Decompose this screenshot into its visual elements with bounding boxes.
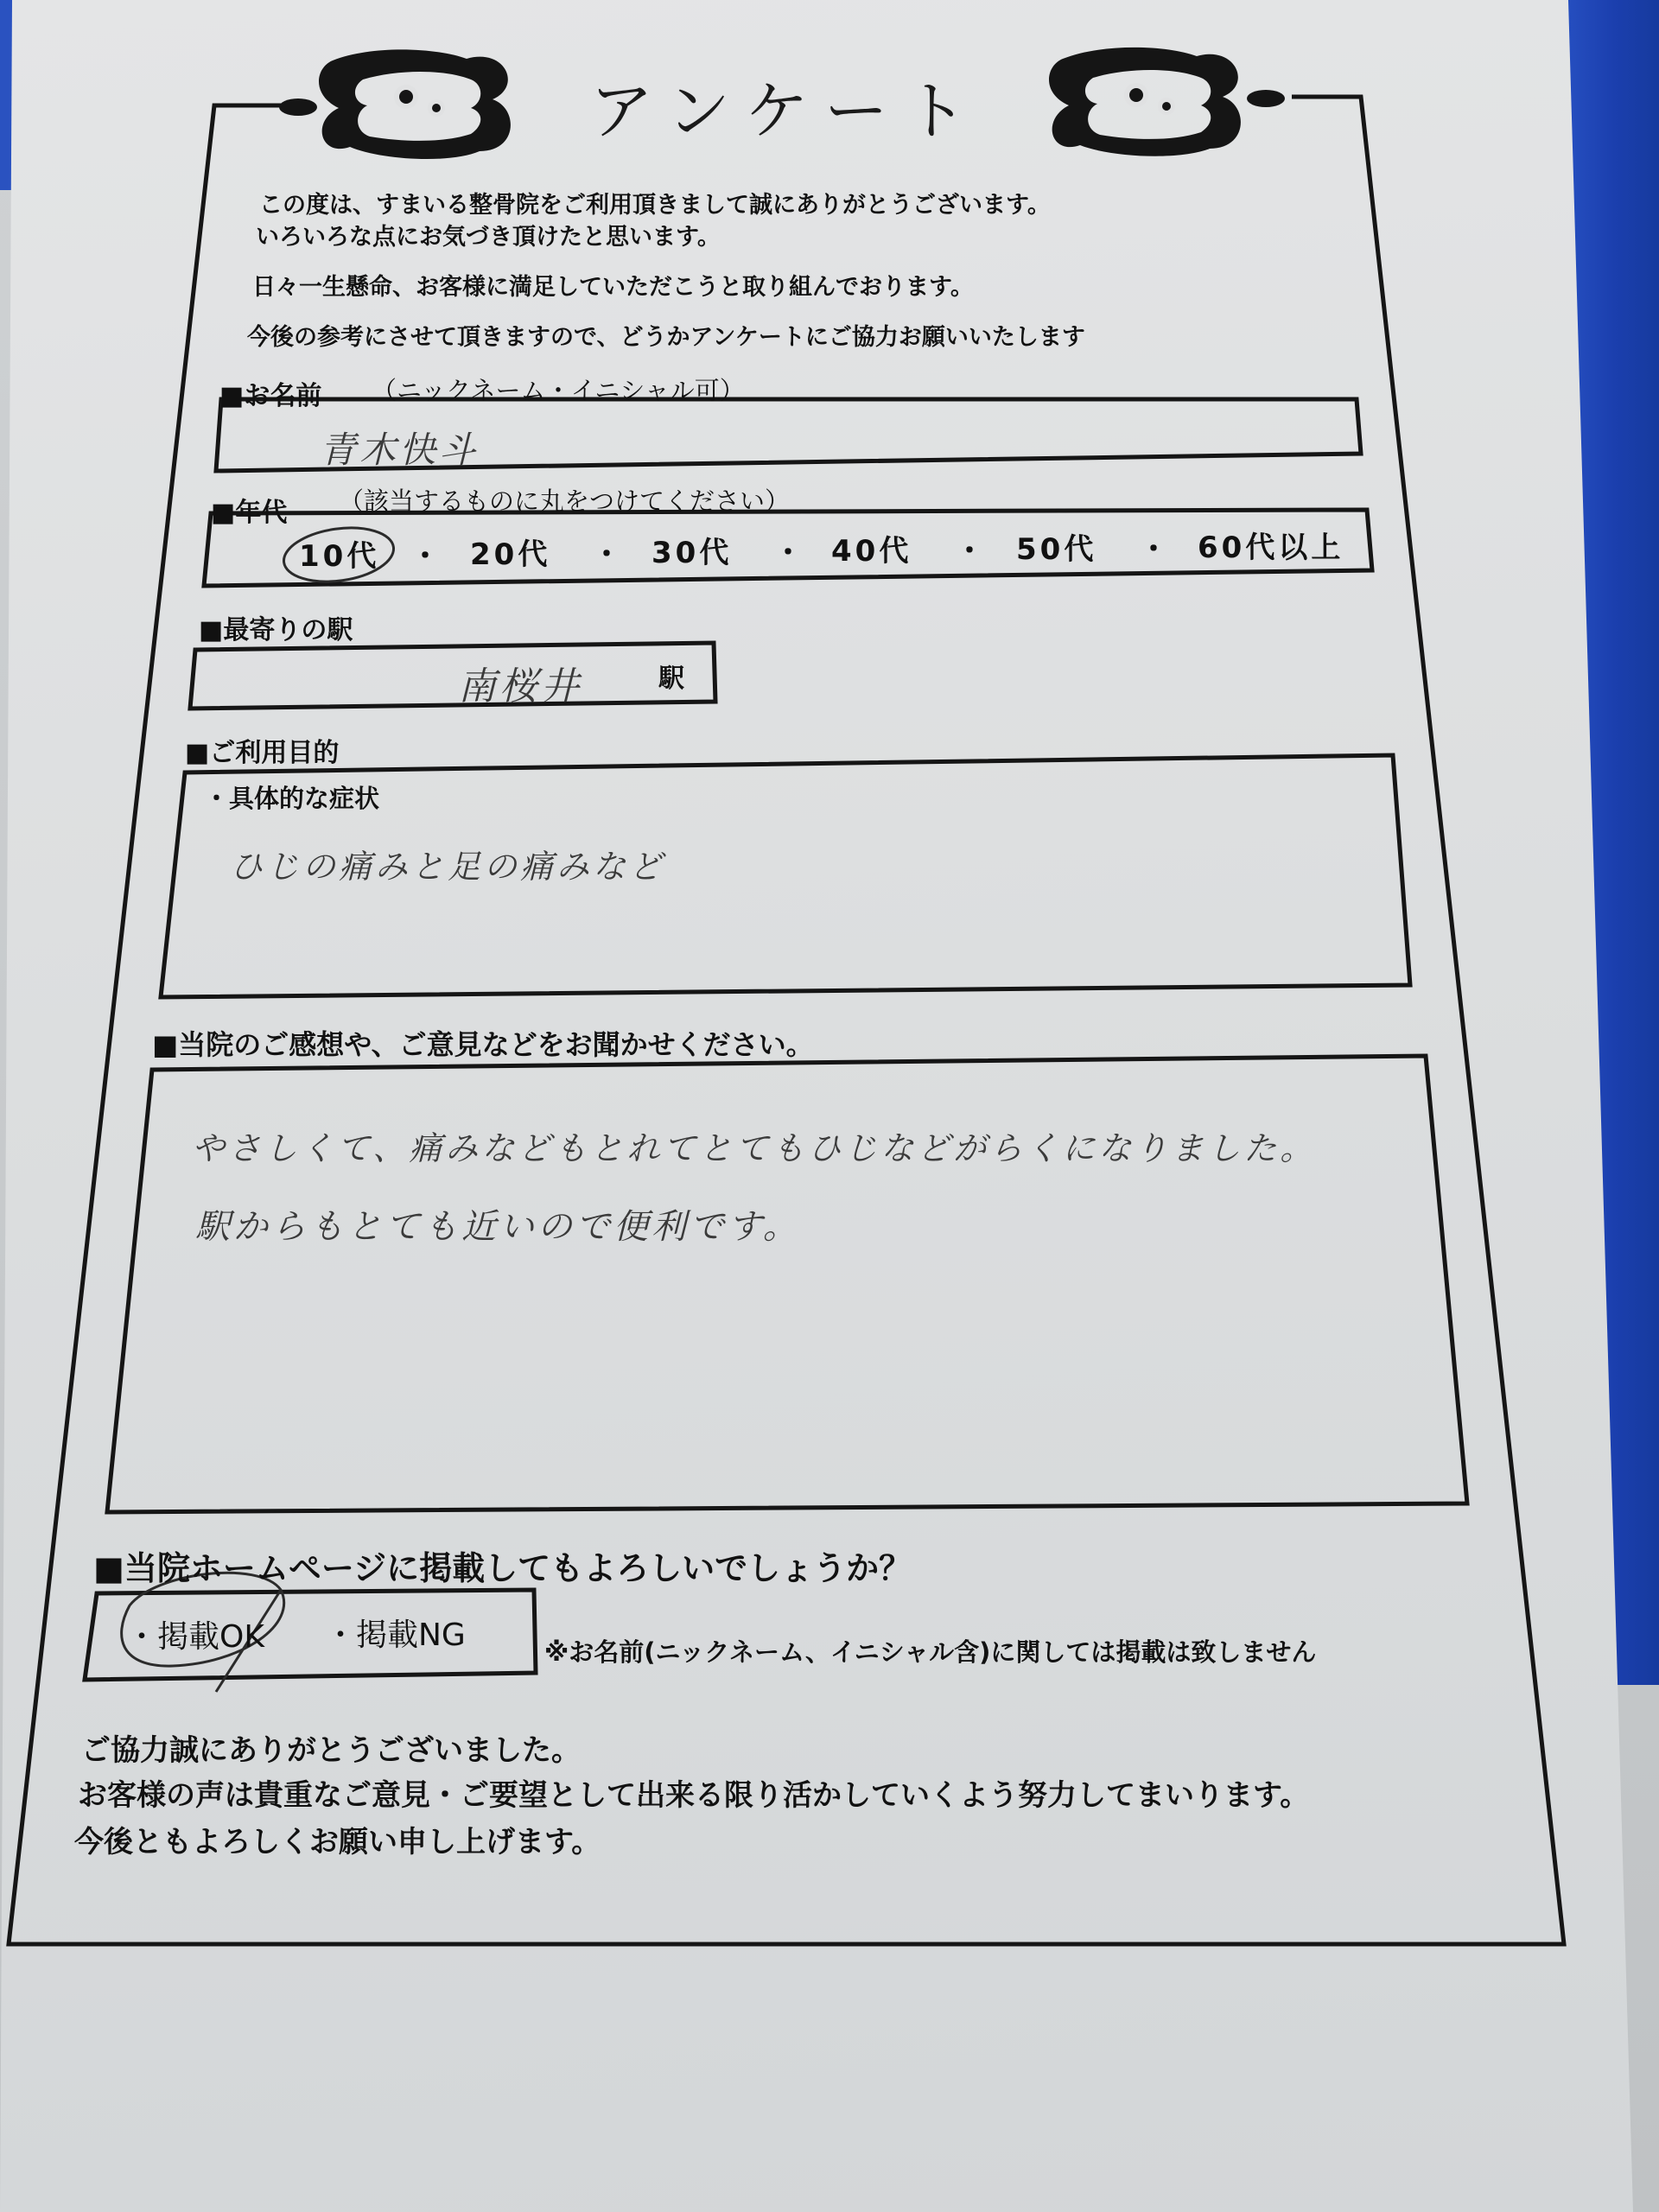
closing-line-1: ご協力誠にありがとうございました。 — [81, 1733, 581, 1768]
feedback-line-1[interactable]: やさしくて、痛みなどもとれてとてもひじなどがらくになりました。 — [192, 1129, 1317, 1167]
age-option-40[interactable]: 40代 — [831, 534, 912, 569]
publish-note: ※お名前(ニックネーム、イニシャル含)に関しては掲載は致しません — [544, 1637, 1317, 1667]
age-option-60-plus[interactable]: 60代以上 — [1198, 531, 1344, 565]
ornament-left — [279, 49, 511, 159]
publish-option-ok[interactable]: ・掲載OK — [126, 1619, 264, 1655]
purpose-subheading: ・具体的な症状 — [204, 784, 380, 813]
age-separator: ・ — [410, 539, 440, 574]
name-note: （ニックネーム・イニシャル可） — [372, 376, 745, 405]
name-heading: ■お名前 — [219, 381, 322, 411]
age-option-20[interactable]: 20代 — [470, 537, 551, 572]
station-box — [190, 643, 715, 709]
purpose-heading: ■ご利用目的 — [185, 738, 340, 768]
publish-heading: ■当院ホームページに掲載してもよろしいでしょうか？ — [93, 1549, 912, 1587]
closing-line-3: 今後ともよろしくお願い申し上げます。 — [74, 1825, 601, 1859]
age-separator: ・ — [773, 536, 803, 570]
intro-line-1: この度は、すまいる整骨院をご利用頂きまして誠にありがとうございます。 — [259, 192, 1051, 219]
station-suffix: 駅 — [658, 664, 684, 694]
station-value[interactable]: 南桜井 — [458, 664, 582, 709]
age-option-30[interactable]: 30代 — [652, 536, 733, 570]
age-option-10[interactable]: 10代 — [299, 539, 380, 574]
age-heading: ■年代 — [211, 498, 288, 528]
age-separator: ・ — [955, 534, 984, 569]
feedback-line-2[interactable]: 駅からもとても近いので便利です。 — [195, 1207, 801, 1247]
page-title: アンケート — [589, 74, 983, 149]
intro-line-2: いろいろな点にお気づき頂けたと思います。 — [256, 224, 721, 251]
closing-line-2: お客様の声は貴重なご意見・ご要望として出来る限り活かしていくよう努力してまいります。 — [78, 1778, 1310, 1813]
ornament-right — [1049, 48, 1285, 156]
station-heading: ■最寄りの駅 — [199, 615, 353, 645]
publish-option-ng[interactable]: ・掲載NG — [325, 1618, 466, 1653]
name-value[interactable]: 青木快斗 — [320, 429, 480, 471]
feedback-heading: ■当院のご感想や、ご意見などをお聞かせください。 — [152, 1028, 814, 1061]
intro-line-4: 今後の参考にさせて頂きますので、どうかアンケートにご協力お願いいたします — [247, 324, 1085, 351]
age-option-50[interactable]: 50代 — [1016, 532, 1097, 567]
purpose-value[interactable]: ひじの痛みと足の痛みなど — [230, 848, 666, 886]
age-note: （該当するものに丸をつけてください） — [339, 486, 791, 516]
age-separator: ・ — [592, 537, 621, 572]
intro-line-3: 日々一生懸命、お客様に満足していただこうと取り組んでおります。 — [252, 274, 974, 301]
age-separator: ・ — [1139, 532, 1168, 567]
